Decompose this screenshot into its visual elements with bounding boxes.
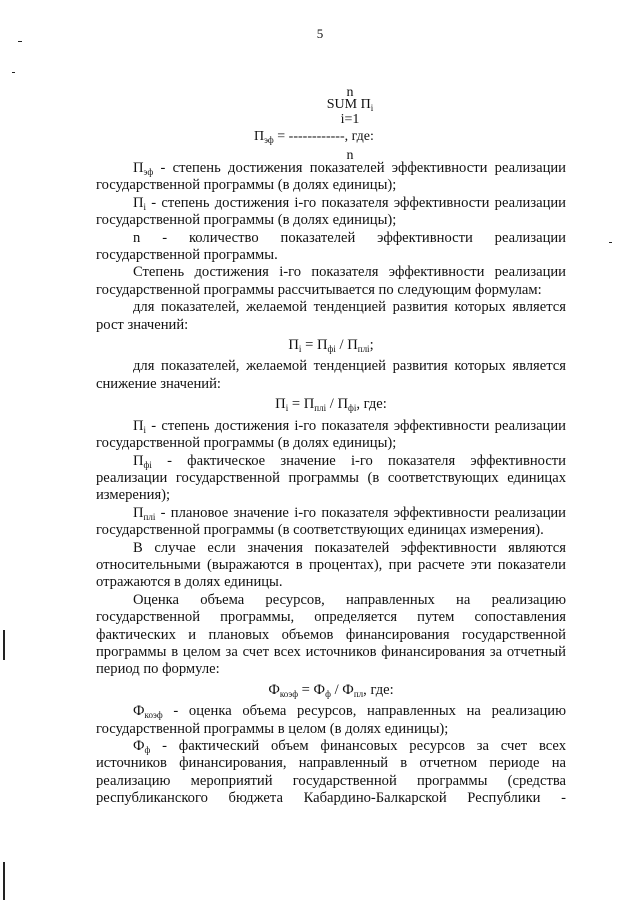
definition-paragraph: $П_{плi}$ - плановое значение i-го показателя эффективности реализации государственной программы (в соответствующих единицах измерения). (96, 504, 566, 539)
formula-sum: SUM $П_i$ (326, 97, 374, 113)
definition-paragraph: n - количество показателей эффективности реализации государственной программы. (96, 229, 566, 264)
resource-formula: $Ф_{коэф} = Ф_ф / Ф_{пл}$, где: (268, 681, 394, 699)
definition-paragraph: $П_i$ - степень достижения i-го показателя эффективности реализации государственной программы (в долях единицы); (96, 194, 566, 229)
definition-paragraph: $П_{фi}$ - фактическое значение i-го показателя эффективности реализации государственной программы (в соответствующих единицах измерения); (96, 452, 566, 504)
definition-paragraph: $П_i$ - степень достижения i-го показателя эффективности реализации государственной программы (в долях единицы); (96, 417, 566, 452)
scan-mark (12, 72, 15, 73)
scan-edge-mark (3, 862, 5, 900)
scan-edge-mark (3, 630, 5, 660)
text-paragraph: Оценка объема ресурсов, направленных на реализацию государственной программы, определяется путем сопоставления фактических и плановых объемов финансирования государственной программы в целом за счет всех источников финансирования за отчетный период по формуле: (96, 591, 566, 678)
growth-formula: $П_i = П_{фi} / П_{плi}$; (288, 337, 374, 355)
definition-paragraph: $Ф_ф$ - фактический объем финансовых ресурсов за счет всех источников финансирования, направленный в отчетном периоде на реализацию мероприятий государственной программы (средства республиканского бюджета Кабардино-Балкарской Республики - (96, 738, 566, 807)
decline-formula: $П_i = П_{плi} / П_{фi}$, где: (275, 396, 387, 414)
formula-denominator: n (346, 148, 354, 163)
document-body (96, 160, 566, 808)
text-paragraph: Степень достижения i-го показателя эффективности реализации государственной программы рассчитывается по следующим формулам: (96, 264, 566, 298)
definition-paragraph: $П_{эф}$ - степень достижения показателей эффективности реализации государственной программы (в долях единицы); (96, 160, 566, 194)
text-paragraph: В случае если значения показателей эффективности являются относительными (выражаются в процентах), при расчете эти показатели отражаются в долях единицы. (96, 539, 566, 591)
formula-upper-limit: n (346, 85, 354, 100)
formula-index: i=1 (340, 112, 360, 127)
formula-equation: $П_{эф}$ = ------------, где: (254, 129, 374, 145)
text-paragraph: для показателей, желаемой тенденцией развития которых является снижение значений: (96, 358, 566, 392)
definition-paragraph: $Ф_{коэф}$ - оценка объема ресурсов, направленных на реализацию государственной программы в целом (в долях единицы); (96, 703, 566, 737)
scan-mark (18, 41, 22, 42)
page-number: 5 (316, 26, 324, 41)
scan-mark (609, 242, 612, 243)
text-paragraph: для показателей, желаемой тенденцией развития которых является рост значений: (96, 299, 566, 333)
